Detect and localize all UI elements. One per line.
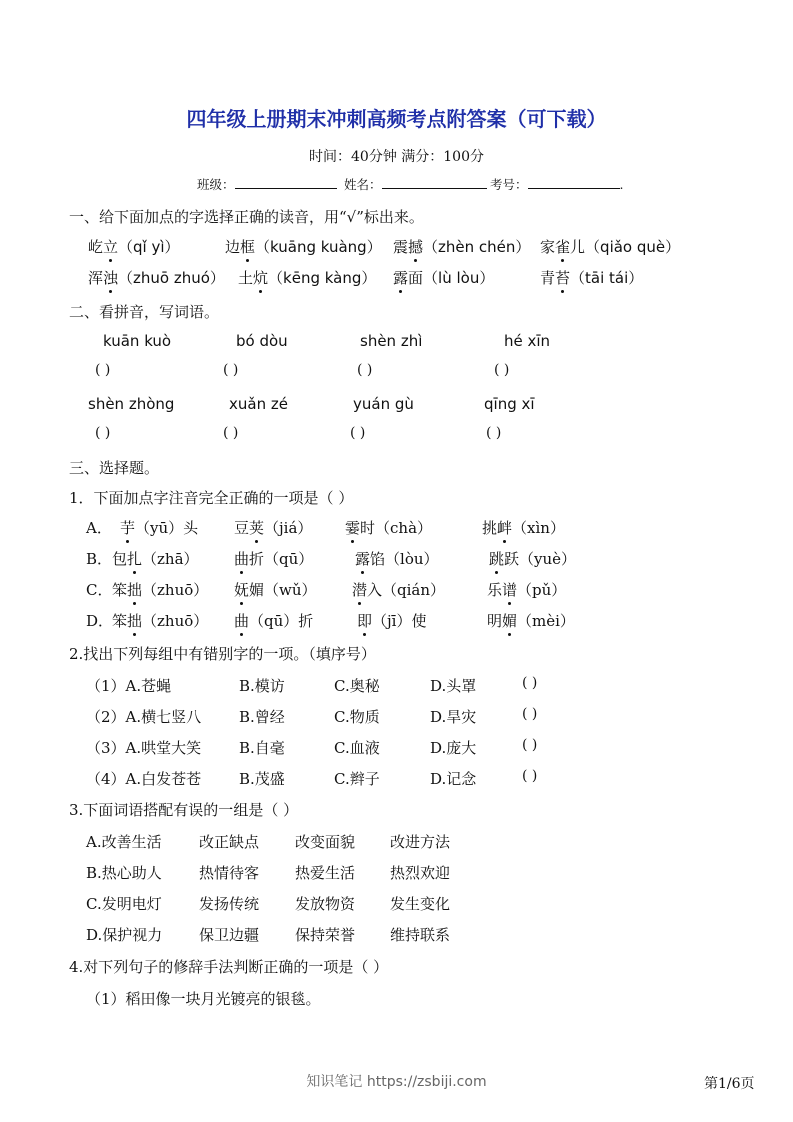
q2-option[interactable]: （2）A.横七竖八: [86, 708, 202, 726]
q1-a-item: 豆荚（jiá）: [234, 519, 313, 537]
answer-blank[interactable]: ( ): [223, 362, 239, 378]
q1-b-item: 包扎（zhā）: [112, 550, 199, 568]
q1-a-item: 霎时（chà）: [345, 519, 433, 537]
q1-c-item: 笨拙（zhuō）: [112, 581, 209, 599]
pinyin-prompt: yuán gù: [353, 395, 414, 413]
answer-blank[interactable]: ( ): [95, 362, 111, 378]
page-title: 四年级上册期末冲刺高频考点附答案（可下载）: [186, 107, 607, 131]
q3-phrase: 热爱生活: [295, 864, 356, 882]
q3-phrase: 改进方法: [390, 833, 451, 851]
q3-phrase: 发生变化: [390, 895, 451, 913]
page-number: 第1/6页: [704, 1076, 755, 1092]
answer-blank[interactable]: ( ): [95, 425, 111, 441]
answer-blank[interactable]: ( ): [357, 362, 373, 378]
pinyin-prompt: bó dòu: [236, 332, 288, 350]
q2-option[interactable]: D.头罩: [430, 677, 477, 695]
s1-r2-item-3: 露面（lù lòu）: [393, 269, 495, 287]
id-field: 考号： .: [490, 177, 624, 192]
exam-meta: 时间：40分钟 满分：100分: [309, 149, 484, 165]
class-label: 班级：: [197, 177, 235, 192]
pinyin-prompt: shèn zhòng: [88, 395, 175, 413]
s1-r2-item-4: 青苔（tāi tái）: [540, 269, 644, 287]
q2-option[interactable]: D.旱灾: [430, 708, 477, 726]
q1-option-c-label[interactable]: C．: [86, 581, 113, 599]
q2-option[interactable]: C.血液: [334, 739, 380, 757]
q2-option[interactable]: （4）A.白发苍苍: [86, 770, 202, 788]
answer-blank[interactable]: ( ): [522, 706, 538, 722]
answer-blank[interactable]: ( ): [486, 425, 502, 441]
answer-blank[interactable]: ( ): [350, 425, 366, 441]
q4-sentence: （1）稻田像一块月光镀亮的银毯。: [86, 990, 321, 1008]
pinyin-prompt: xuǎn zé: [229, 395, 288, 413]
s1-r1-item-4: 家雀儿（qiǎo què）: [540, 238, 681, 256]
q3-phrase: 改正缺点: [199, 833, 260, 851]
q2-option[interactable]: C.奥秘: [334, 677, 380, 695]
pinyin-prompt: kuān kuò: [103, 332, 172, 350]
answer-blank[interactable]: ( ): [223, 425, 239, 441]
q2-option[interactable]: D.庞大: [430, 739, 477, 757]
q2-option[interactable]: B.自毫: [239, 739, 285, 757]
q2-option[interactable]: B.曾经: [239, 708, 285, 726]
q2-option[interactable]: B.模访: [239, 677, 285, 695]
q3-phrase: 改变面貌: [295, 833, 356, 851]
q1-c-item: 潜入（qián）: [352, 581, 446, 599]
answer-blank[interactable]: ( ): [522, 768, 538, 784]
q1-a-item: 芋（yū）头: [120, 519, 199, 537]
q1-stem: 1．下面加点字注音完全正确的一项是（ ）: [69, 489, 354, 507]
q1-b-item: 曲折（qū）: [234, 550, 314, 568]
pinyin-prompt: hé xīn: [504, 332, 551, 350]
s1-r1-item-1: 屹立（qǐ yì）: [88, 238, 180, 256]
name-field: [344, 175, 487, 193]
q2-option[interactable]: （3）A.哄堂大笑: [86, 739, 202, 757]
q1-b-item: 跳跃（yuè）: [489, 550, 577, 568]
s1-r2-item-2: 土炕（kēng kàng）: [238, 269, 377, 287]
s1-r1-item-2: 边框（kuāng kuàng）: [225, 238, 382, 256]
q3-phrase: 保持荣誉: [295, 926, 356, 944]
pinyin-prompt: shèn zhì: [360, 332, 423, 350]
q2-option[interactable]: （1）A.苍蝇: [86, 677, 172, 695]
q3-phrase: 发扬传统: [199, 895, 260, 913]
watermark-link[interactable]: 知识笔记 https://zsbiji.com: [306, 1074, 487, 1090]
q2-option[interactable]: C.物质: [334, 708, 380, 726]
class-field: [197, 175, 337, 193]
q2-option[interactable]: B.茂盛: [239, 770, 285, 788]
q3-option[interactable]: D.保护视力: [86, 926, 163, 944]
answer-blank[interactable]: ( ): [522, 737, 538, 753]
q1-d-item: 即（jī）使: [357, 612, 427, 630]
q1-b-item: 露馅（lòu）: [355, 550, 439, 568]
q3-phrase: 发放物资: [295, 895, 356, 913]
q2-option[interactable]: C.辫子: [334, 770, 380, 788]
id-blank[interactable]: [528, 176, 620, 189]
q4-stem: 4.对下列句子的修辞手法判断正确的一项是（ ）: [69, 958, 389, 976]
q1-d-item: 明媚（mèi）: [487, 612, 575, 630]
pinyin-prompt: qīng xī: [484, 395, 535, 413]
q2-stem: 2.找出下列每组中有错别字的一项。（填序号）: [69, 645, 376, 663]
answer-blank[interactable]: ( ): [494, 362, 510, 378]
q1-d-item: 曲（qū）折: [234, 612, 314, 630]
q3-phrase: 维持联系: [390, 926, 451, 944]
q3-option[interactable]: B.热心助人: [86, 864, 162, 882]
id-label: 考号：: [490, 177, 528, 192]
name-label: 姓名：: [344, 177, 382, 192]
q3-stem: 3.下面词语搭配有误的一组是（ ）: [69, 801, 299, 819]
q2-option[interactable]: D.记念: [430, 770, 477, 788]
section3-heading: 三、选择题。: [69, 459, 160, 477]
q1-option-d-label[interactable]: D．: [86, 612, 114, 630]
section2-heading: 二、看拼音，写词语。: [69, 303, 220, 321]
section1-heading: 一、给下面加点的字选择正确的读音，用“√”标出来。: [69, 208, 424, 226]
q1-option-a-label[interactable]: A．: [86, 519, 112, 537]
q3-option[interactable]: A.改善生活: [86, 833, 162, 851]
q1-a-item: 挑衅（xìn）: [482, 519, 565, 537]
q1-option-b-label[interactable]: B．: [86, 550, 113, 568]
s1-r1-item-3: 震撼（zhèn chén）: [393, 238, 531, 256]
q1-c-item: 妩媚（wǔ）: [234, 581, 317, 599]
q1-d-item: 笨拙（zhuō）: [112, 612, 209, 630]
answer-blank[interactable]: ( ): [522, 675, 538, 691]
q3-option[interactable]: C.发明电灯: [86, 895, 162, 913]
q1-c-item: 乐谱（pǔ）: [487, 581, 567, 599]
q3-phrase: 热烈欢迎: [390, 864, 451, 882]
class-blank[interactable]: [235, 176, 337, 189]
q3-phrase: 热情待客: [199, 864, 260, 882]
q3-phrase: 保卫边疆: [199, 926, 260, 944]
name-blank[interactable]: [382, 176, 487, 189]
s1-r2-item-1: 浑浊（zhuō zhuó）: [88, 269, 225, 287]
